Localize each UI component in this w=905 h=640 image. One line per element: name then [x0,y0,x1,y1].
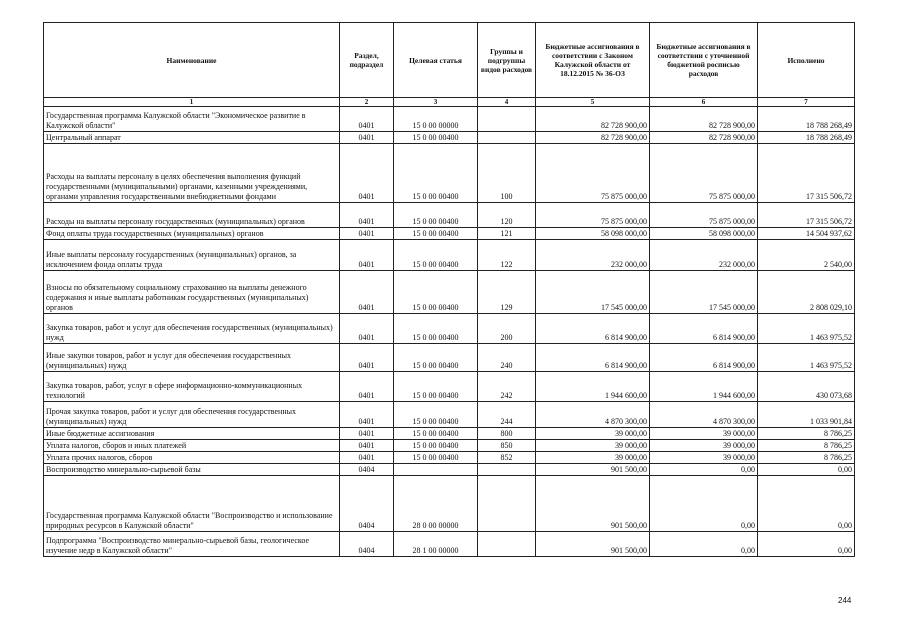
row-executed: 18 788 268,49 [758,107,855,132]
row-executed: 8 786,25 [758,440,855,452]
row-executed: 14 504 937,62 [758,228,855,240]
row-target-article: 28 1 00 00000 [394,532,478,557]
row-name: Центральный аппарат [44,132,340,144]
table-row [44,314,855,344]
table-row [44,144,855,203]
column-number: 3 [394,98,478,107]
row-section: 0401 [340,428,394,440]
header-expense-group: Группы и подгруппы видов расходов [478,23,536,98]
row-expense-group: 244 [478,402,536,428]
column-number: 7 [758,98,855,107]
row-law-allocation: 82 728 900,00 [536,132,650,144]
row-law-allocation: 39 000,00 [536,440,650,452]
row-executed: 1 463 975,52 [758,344,855,372]
table-row [44,428,855,440]
row-section: 0401 [340,144,394,203]
row-name: Расходы на выплаты персоналу государственных (муниципальных) органов [44,203,340,228]
header-executed: Исполнено [758,23,855,98]
row-target-article: 15 0 00 00400 [394,440,478,452]
row-refined-allocation: 0,00 [650,476,758,532]
row-law-allocation: 75 875 000,00 [536,203,650,228]
column-number: 6 [650,98,758,107]
row-refined-allocation: 39 000,00 [650,428,758,440]
row-expense-group [478,464,536,476]
row-refined-allocation: 82 728 900,00 [650,132,758,144]
row-name: Иные выплаты персоналу государственных (муниципальных) органов, за исключением фонда оплаты труда [44,240,340,271]
row-law-allocation: 901 500,00 [536,532,650,557]
row-expense-group: 800 [478,428,536,440]
row-refined-allocation: 1 944 600,00 [650,372,758,402]
row-expense-group: 129 [478,271,536,314]
row-refined-allocation: 4 870 300,00 [650,402,758,428]
row-refined-allocation: 39 000,00 [650,452,758,464]
row-expense-group: 121 [478,228,536,240]
column-number: 5 [536,98,650,107]
row-name: Расходы на выплаты персоналу в целях обеспечения выполнения функций государственными (муниципальными) органами, казенными учреждениями, органами управления государственными внебюджетными фондами [44,144,340,203]
row-expense-group: 122 [478,240,536,271]
column-number: 1 [44,98,340,107]
row-law-allocation: 17 545 000,00 [536,271,650,314]
row-law-allocation: 39 000,00 [536,428,650,440]
row-executed: 2 808 029,10 [758,271,855,314]
table-row [44,464,855,476]
row-expense-group: 200 [478,314,536,344]
row-section: 0401 [340,203,394,228]
row-name: Иные закупки товаров, работ и услуг для обеспечения государственных (муниципальных) нужд [44,344,340,372]
row-target-article [394,464,478,476]
row-section: 0404 [340,476,394,532]
row-refined-allocation: 0,00 [650,464,758,476]
row-name: Фонд оплаты труда государственных (муниципальных) органов [44,228,340,240]
row-refined-allocation: 232 000,00 [650,240,758,271]
header-target-article: Целевая статья [394,23,478,98]
row-section: 0401 [340,107,394,132]
row-law-allocation: 4 870 300,00 [536,402,650,428]
row-expense-group: 120 [478,203,536,228]
table-row [44,271,855,314]
row-section: 0404 [340,464,394,476]
column-number-row [44,98,855,107]
row-law-allocation: 1 944 600,00 [536,372,650,402]
row-target-article: 15 0 00 00400 [394,240,478,271]
row-executed: 0,00 [758,476,855,532]
row-expense-group: 852 [478,452,536,464]
row-executed: 1 033 901,84 [758,402,855,428]
row-expense-group: 850 [478,440,536,452]
row-refined-allocation: 17 545 000,00 [650,271,758,314]
row-section: 0401 [340,372,394,402]
row-target-article: 15 0 00 00400 [394,344,478,372]
row-executed: 8 786,25 [758,428,855,440]
table-row [44,452,855,464]
header-name: Наименование [44,23,340,98]
row-refined-allocation: 0,00 [650,532,758,557]
table-row [44,476,855,532]
row-executed: 0,00 [758,464,855,476]
row-name: Иные бюджетные ассигнования [44,428,340,440]
row-law-allocation: 58 098 000,00 [536,228,650,240]
row-expense-group: 240 [478,344,536,372]
row-expense-group [478,132,536,144]
row-target-article: 15 0 00 00000 [394,107,478,132]
row-expense-group [478,476,536,532]
row-section: 0401 [340,440,394,452]
row-target-article: 15 0 00 00400 [394,144,478,203]
row-law-allocation: 901 500,00 [536,476,650,532]
row-target-article: 15 0 00 00400 [394,228,478,240]
row-name: Закупка товаров, работ, услуг в сфере информационно-коммуникационных технологий [44,372,340,402]
row-section: 0401 [340,132,394,144]
row-law-allocation: 6 814 900,00 [536,314,650,344]
table-row [44,240,855,271]
table-row [44,344,855,372]
row-executed: 17 315 506,72 [758,203,855,228]
row-target-article: 28 0 00 00000 [394,476,478,532]
table-row [44,132,855,144]
row-section: 0401 [340,452,394,464]
table-header-row [44,23,855,98]
row-refined-allocation: 75 875 000,00 [650,203,758,228]
row-section: 0401 [340,240,394,271]
row-section: 0401 [340,271,394,314]
row-section: 0404 [340,532,394,557]
row-section: 0401 [340,344,394,372]
page-number: 244 [838,596,852,605]
row-section: 0401 [340,314,394,344]
row-executed: 18 788 268,49 [758,132,855,144]
row-expense-group: 242 [478,372,536,402]
row-name: Уплата прочих налогов, сборов [44,452,340,464]
row-expense-group [478,107,536,132]
row-name: Государственная программа Калужской области "Экономическое развитие в Калужской области" [44,107,340,132]
row-executed: 430 073,68 [758,372,855,402]
row-target-article: 15 0 00 00400 [394,402,478,428]
table-row [44,440,855,452]
column-number: 4 [478,98,536,107]
row-law-allocation: 901 500,00 [536,464,650,476]
row-law-allocation: 82 728 900,00 [536,107,650,132]
row-name: Прочая закупка товаров, работ и услуг для обеспечения государственных (муниципальных) нужд [44,402,340,428]
row-target-article: 15 0 00 00400 [394,271,478,314]
table-row [44,372,855,402]
row-law-allocation: 232 000,00 [536,240,650,271]
row-refined-allocation: 39 000,00 [650,440,758,452]
header-refined-allocations: Бюджетные ассигнования в соответствии с уточненной бюджетной росписью расходов [650,23,758,98]
row-refined-allocation: 82 728 900,00 [650,107,758,132]
row-target-article: 15 0 00 00400 [394,428,478,440]
header-law-allocations: Бюджетные ассигнования в соответствии с Законом Калужской области от 18.12.2015 № 36-ОЗ [536,23,650,98]
row-target-article: 15 0 00 00400 [394,203,478,228]
row-target-article: 15 0 00 00400 [394,314,478,344]
row-executed: 17 315 506,72 [758,144,855,203]
row-law-allocation: 75 875 000,00 [536,144,650,203]
row-expense-group: 100 [478,144,536,203]
row-name: Взносы по обязательному социальному страхованию на выплаты денежного содержания и иные выплаты работникам государственных (муниципальных) органов [44,271,340,314]
row-refined-allocation: 58 098 000,00 [650,228,758,240]
row-section: 0401 [340,402,394,428]
row-section: 0401 [340,228,394,240]
row-refined-allocation: 6 814 900,00 [650,344,758,372]
column-number: 2 [340,98,394,107]
row-target-article: 15 0 00 00400 [394,372,478,402]
table-row [44,402,855,428]
row-refined-allocation: 75 875 000,00 [650,144,758,203]
row-name: Воспроизводство минерально-сырьевой базы [44,464,340,476]
table-row [44,228,855,240]
table-row [44,107,855,132]
header-section: Раздел, подраздел [340,23,394,98]
table-row [44,532,855,557]
row-refined-allocation: 6 814 900,00 [650,314,758,344]
budget-table [43,22,855,557]
row-target-article: 15 0 00 00400 [394,452,478,464]
row-law-allocation: 39 000,00 [536,452,650,464]
row-law-allocation: 6 814 900,00 [536,344,650,372]
row-executed: 8 786,25 [758,452,855,464]
row-name: Государственная программа Калужской области "Воспроизводство и использование природных ресурсов в Калужской области" [44,476,340,532]
row-executed: 2 540,00 [758,240,855,271]
row-executed: 0,00 [758,532,855,557]
row-name: Уплата налогов, сборов и иных платежей [44,440,340,452]
row-name: Закупка товаров, работ и услуг для обеспечения государственных (муниципальных) нужд [44,314,340,344]
row-target-article: 15 0 00 00400 [394,132,478,144]
table-row [44,203,855,228]
row-name: Подпрограмма "Воспроизводство минерально-сырьевой базы, геологическое изучение недр в Калужской области" [44,532,340,557]
row-executed: 1 463 975,52 [758,314,855,344]
row-expense-group [478,532,536,557]
